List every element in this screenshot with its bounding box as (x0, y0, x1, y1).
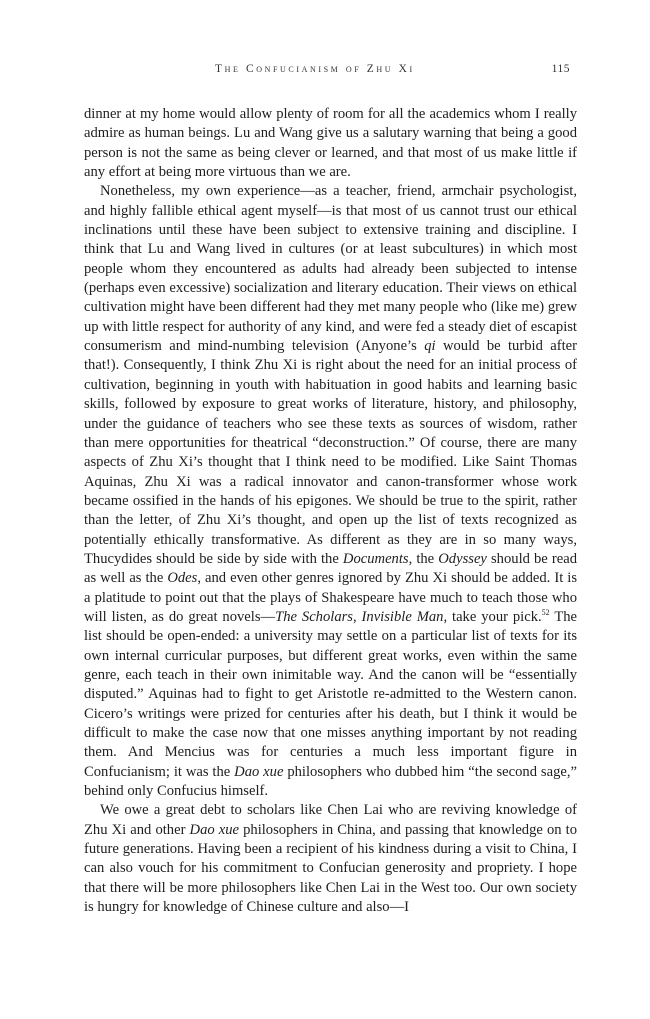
text-run: , the (408, 550, 439, 567)
paragraph (84, 105, 577, 182)
text-run: Nonetheless, my own experience—as a teacher, friend, armchair psychologist, and highly fallible ethical agent myself—is that most of us cannot trust our ethical inclinations until these have been subject to extensive training and discipline. I think that Lu and Wang lived in cultures (or at least subcultures) in which most people whom they encountered as adults had already been subjected to intense (perhaps even excessive) socialization and literary education. Their views on ethical cultivation might have been different had they met many people who (like me) grew up with little respect for authority of any kind, and were fed a steady diet of escapist consumerism and mind-numbing television (Anyone’s (84, 183, 577, 355)
italic-text: The Scholars (275, 608, 353, 625)
page-number: 115 (551, 63, 570, 75)
running-head (0, 63, 650, 83)
text-run: , (352, 608, 362, 625)
paragraph (84, 801, 577, 917)
text-run: The list should be open-ended: a university may settle on a particular list of texts for its own internal curricular purposes, but different great works, even within the same genre, each teach in their own inimitable way. And the canon will be “essentially disputed.” Aquinas had to fight to get Aristotle re-admitted to the Western canon. Cicero’s writings were prized for centuries after his death, but I think it would be difficult to make the case now that one misses anything important by not reading them. And Mencius was for centuries a much less important figure in Confucianism; it was the (84, 608, 578, 780)
text-run: philosophers who dubbed him “the second sage,” behind only Confucius himself. (84, 763, 577, 800)
footnote-marker: 52 (541, 607, 550, 617)
text-run: should be read as well as the (84, 550, 577, 587)
italic-text: Odyssey (438, 550, 487, 567)
italic-text: Dao xue (234, 763, 284, 780)
text-run: , and even other genres ignored by Zhu Xi should be added. It is a platitude to point out that the plays of Shakespeare have much to teach those who will listen, as do great novels— (84, 570, 577, 625)
italic-text: qi (424, 338, 436, 355)
body-text (84, 105, 577, 917)
text-run: philosophers in China, and passing that knowledge on to future generations. Having been a recipient of his kindness during a visit to China, I can also vouch for his commitment to Confucian generosity and propriety. I hope that there will be more philosophers like Chen Lai in the West too. Our own society is hungry for knowledge of Chinese culture and also—I (84, 821, 577, 916)
italic-text: Invisible Man (361, 608, 444, 625)
text-run: We owe a great debt to scholars like Chen Lai who are reviving knowledge of Zhu Xi and other (84, 802, 577, 838)
text-run: dinner at my home would allow plenty of room for all the academics whom I really admire as human beings. Lu and Wang give us a salutary warning that being a good person is not the same as being clever or learned, and that most of us make little if any effort at being more virtuous than we are. (84, 106, 577, 181)
italic-text: Odes (167, 570, 198, 587)
paragraph (84, 182, 577, 801)
italic-text: Dao xue (189, 821, 240, 838)
running-title: The Confucianism of Zhu Xi (215, 63, 415, 75)
text-run: , take your pick. (443, 608, 542, 625)
italic-text: Documents (342, 550, 409, 567)
text-run: would be turbid after that!). Consequently, I think Zhu Xi is right about the need for an initial process of cultivation, beginning in youth with habituation in good habits and learning basic skills, followed by exposure to great works of literature, history, and philosophy, under the guidance of teachers who see these texts as sources of wisdom, rather than mere opportunities for theatrical “deconstruction.” Of course, there are many aspects of Zhu Xi’s thought that I think need to be modified. Like Saint Thomas Aquinas, Zhu Xi was a radical innovator and canon-transformer whose work became ossified in the hands of his epigones. We should be true to the spirit, rather than the letter, of Zhu Xi’s thought, and open up the list of texts recognized as potentially ethically transformative. As different as they are in so many ways, Thucydides should be side by side with the (84, 338, 577, 567)
